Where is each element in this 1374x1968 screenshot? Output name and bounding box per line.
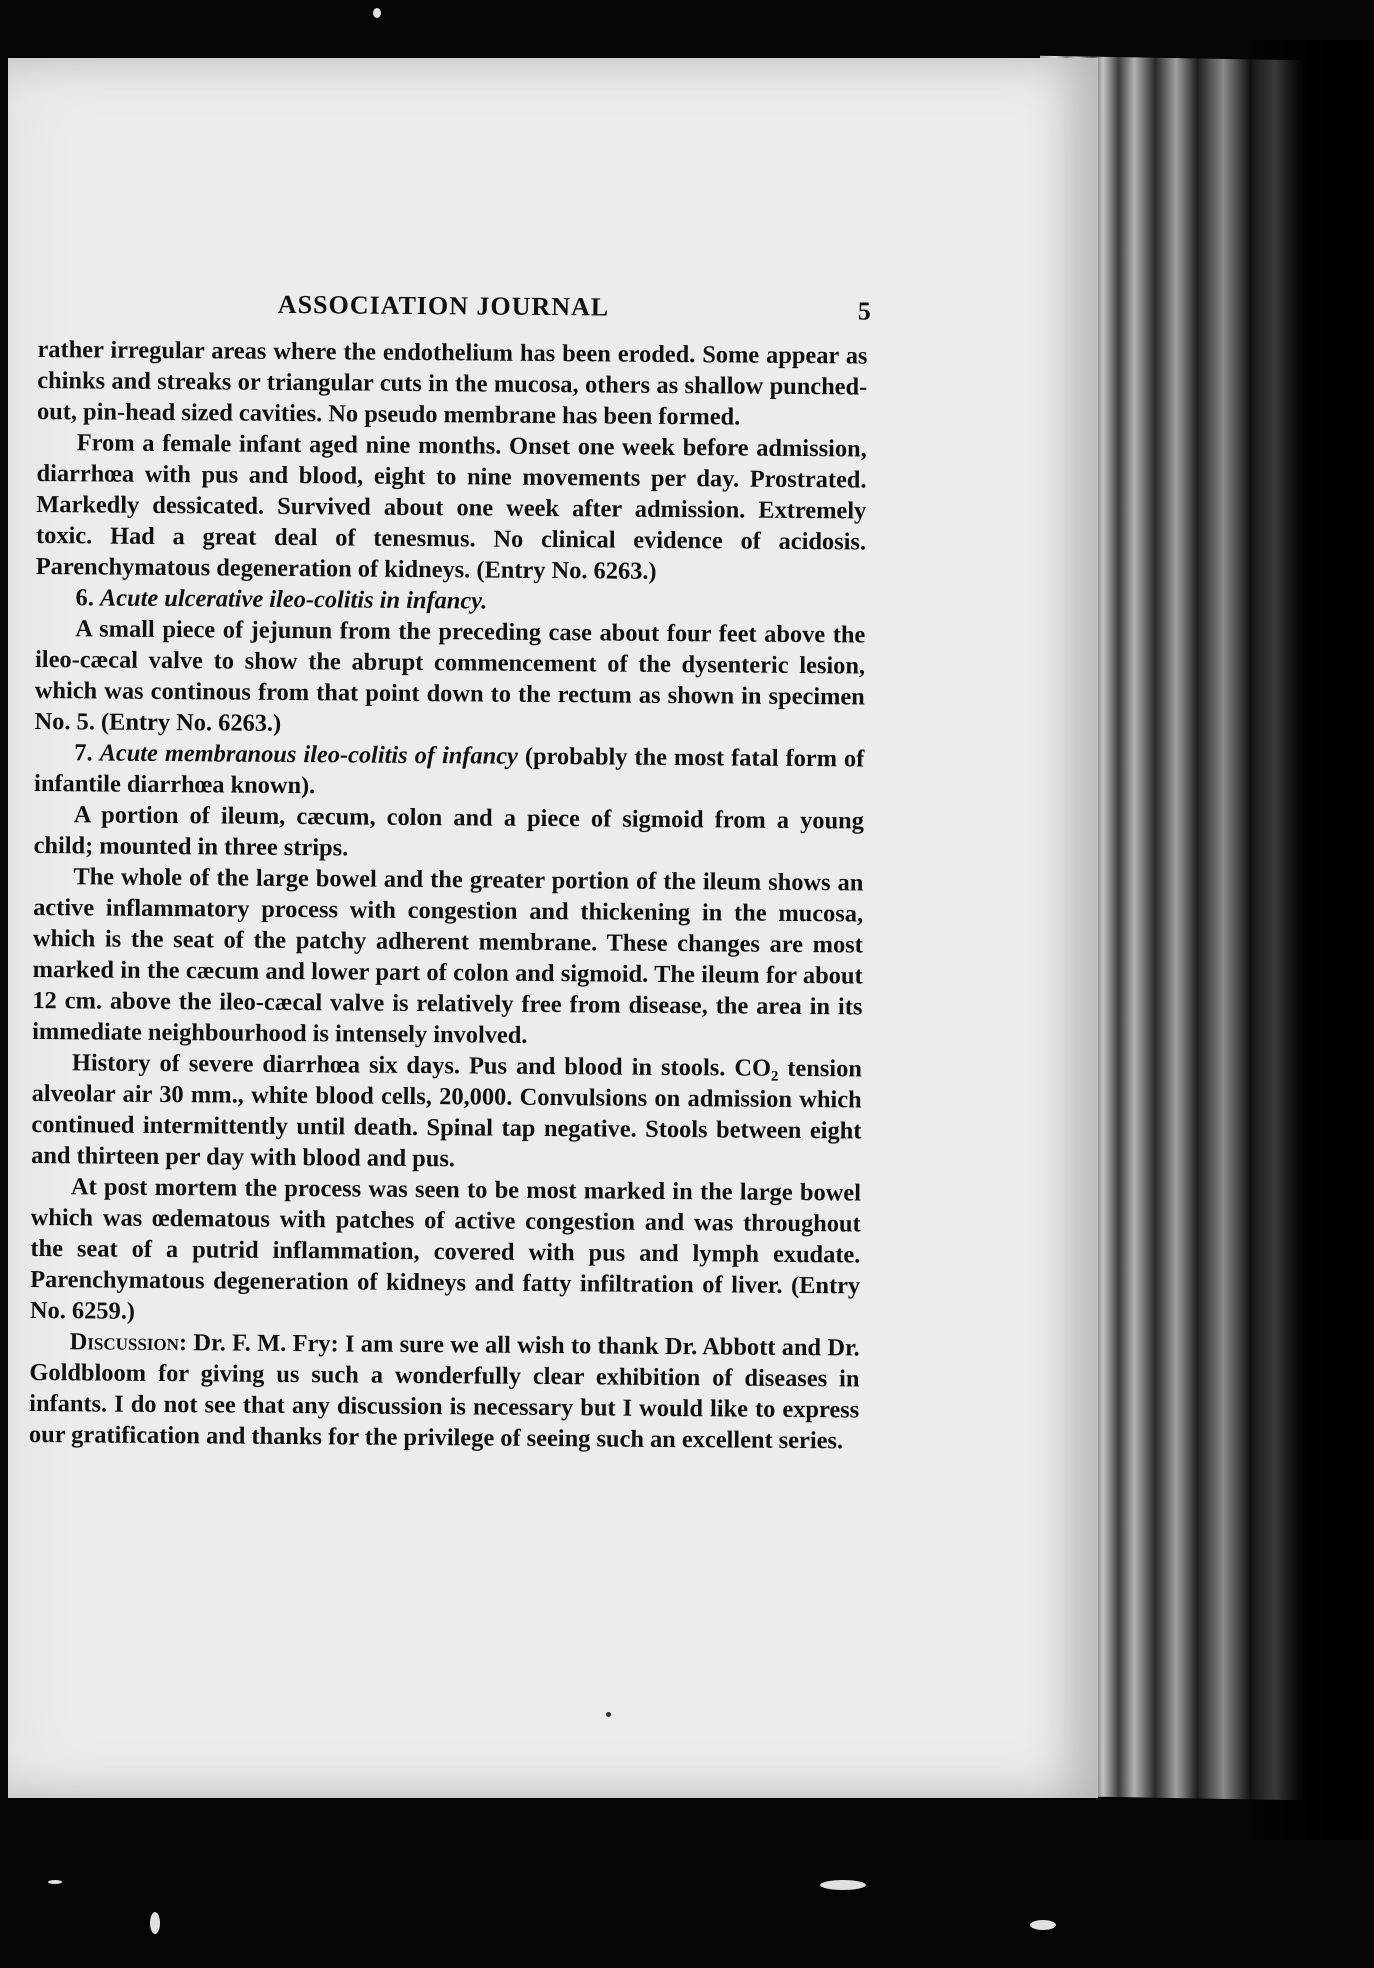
paragraph [31, 1047, 862, 1178]
paragraph-text: The whole of the large bowel and the greater portion of the ileum shows an active inflammatory process with congestion and thickening in the mucosa, which is the seat of the patchy adherent membrane. These changes are most marked in the cæcum and lower part of colon and sigmoid. The ileum for about 12 cm. above the ileo-cæcal valve is relatively free from disease, the area in its immediate neighbourhood is intensely involved. [32, 863, 864, 1049]
article-body [29, 334, 868, 1456]
specimen-title: Acute membranous ileo-colitis of infancy [99, 739, 519, 770]
page-content [28, 288, 872, 1456]
discussion-paragraph [29, 1326, 860, 1457]
scan-speck [373, 8, 381, 18]
journal-title: ASSOCIATION JOURNAL [277, 289, 610, 322]
scan-speck [820, 1880, 866, 1890]
paragraph [33, 799, 863, 868]
paragraph-text: rather irregular areas where the endothelium has been eroded. Some appear as chinks and streaks or triangular cuts in the mucosa, others as shallow punched-out, pin-head sized cavities. No pseudo membrane has been formed. [36, 335, 868, 431]
paragraph [37, 334, 868, 434]
paragraph [32, 861, 863, 1054]
paragraph-text: At post mortem the process was seen to be most marked in the large bowel which was œdematous with patches of active congestion and was throughout the seat of a putrid inflammation, covered with pus and lymph exudate. Parenchymatous degeneration of kidneys and fatty infiltration of liver. (Entry No. 6259.) [29, 1173, 862, 1325]
book-page [8, 58, 1098, 1798]
specimen-title: Acute ulcerative ileo-colitis in infancy. [99, 584, 488, 615]
paragraph-text: A small piece of jejunun from the preceding case about four feet above the ileo-cæcal valve to show the abrupt commencement of the dysenteric lesion, which was continous from that point down to the rectum as shown in specimen No. 5. (Entry No. 6263.) [34, 615, 866, 737]
paragraph [36, 427, 867, 589]
specimen-heading [34, 737, 864, 806]
scan-speck [48, 1880, 62, 1884]
discussion-label: Discussion: [69, 1328, 188, 1357]
running-head [38, 288, 872, 335]
scan-speck [150, 1912, 160, 1934]
specimen-number: 6. [75, 584, 94, 612]
page-number: 5 [857, 296, 872, 326]
paragraph [30, 1171, 861, 1333]
specimen-number: 7. [74, 739, 93, 767]
paragraph [34, 613, 865, 744]
book-edge-shadow [1250, 40, 1374, 1840]
paragraph-text: Dr. F. M. Fry: I am sure we all wish to thank Dr. Abbott and Dr. Goldbloom for giving us such a wonderfully clear exhibition of diseases in infants. I do not see that any discussion is necessary but I would like to express our gratification and thanks for the privilege of seeing such an excellent series. [28, 1329, 860, 1455]
paragraph-text: From a female infant aged nine months. Onset one week before admission, diarrhœa with pus and blood, eight to nine movements per day. Prostrated. Markedly dessicated. Survived about one week after admission. Extremely toxic. Had a great deal of tenesmus. No clinical evidence of acidosis. Parenchymatous degeneration of kidneys. (Entry No. 6263.) [35, 429, 867, 585]
paragraph-text: A portion of ileum, cæcum, colon and a piece of sigmoid from a young child; mounted in three strips. [33, 801, 864, 862]
scan-speck [606, 1712, 611, 1717]
paragraph-text: History of severe diarrhœa six days. Pus and blood in stools. CO₂ tension alveolar air 30 mm., white blood cells, 20,000. Convulsions on admission which continued intermittently until death. Spinal tap negative. Stools between eight and thirteen per day with blood and pus. [31, 1049, 862, 1173]
specimen-note: (probably the most fatal form of infantile diarrhœa known). [34, 742, 865, 800]
scan-speck [1030, 1920, 1056, 1930]
